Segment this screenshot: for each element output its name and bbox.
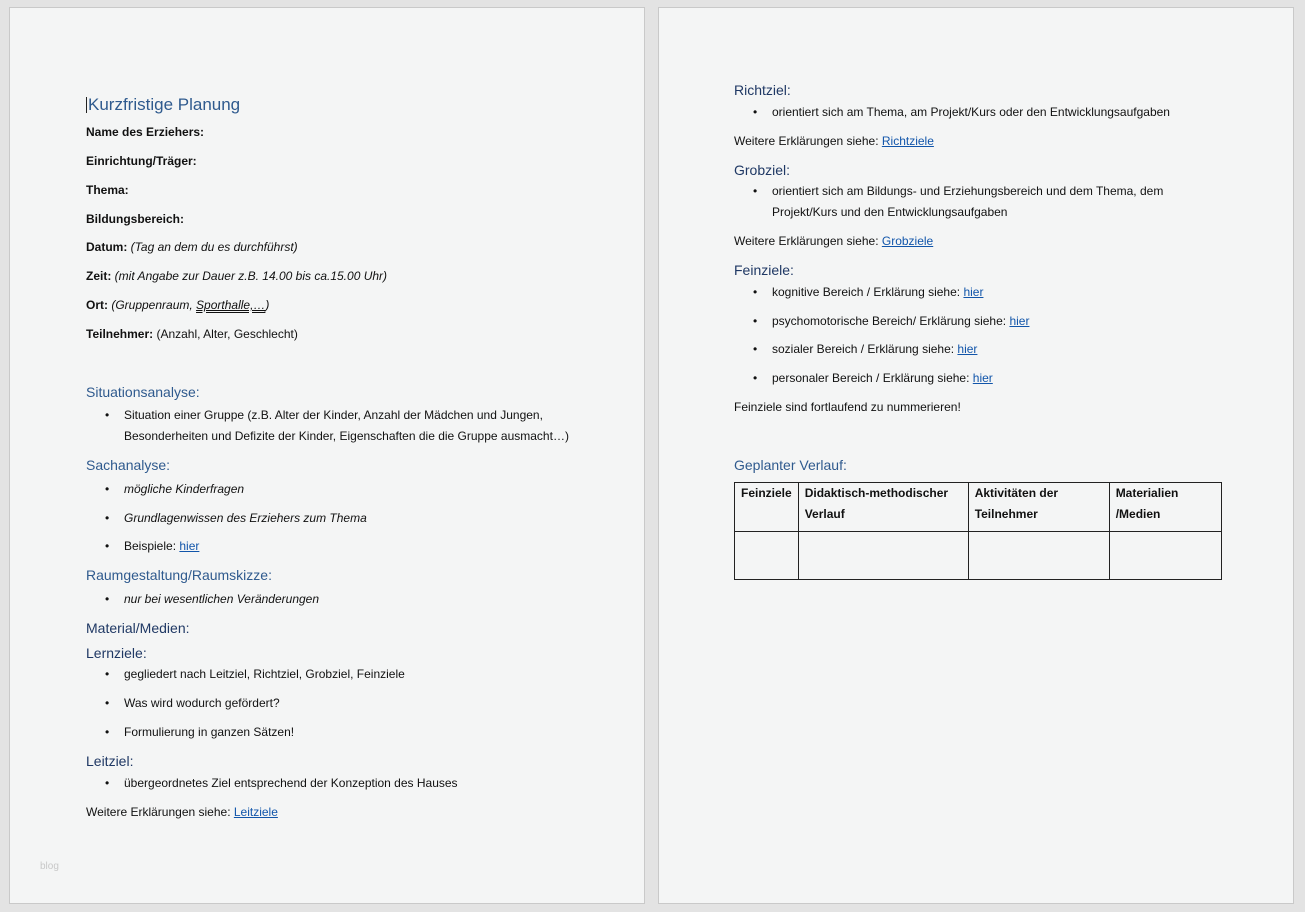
table-header-cell[interactable]: Didaktisch-methodischer Verlauf xyxy=(798,483,968,532)
more-info-richtziel: Weitere Erklärungen siehe: Richtziele xyxy=(734,134,934,148)
heading-richtziel: Richtziel: xyxy=(734,82,791,98)
field-zeit[interactable] xyxy=(86,266,387,287)
field-hint-underlined: Sporthalle,… xyxy=(196,298,266,312)
heading-lernziele: Lernziele: xyxy=(86,645,147,661)
link-sozial-hier[interactable]: hier xyxy=(957,342,978,356)
heading-situationsanalyse: Situationsanalyse: xyxy=(86,384,200,400)
bullet-icon: • xyxy=(105,667,110,681)
verlauf-table xyxy=(734,482,1222,580)
bullet-icon: • xyxy=(105,408,110,422)
field-bildungsbereich[interactable] xyxy=(86,209,184,230)
bullet-icon: • xyxy=(105,696,110,710)
watermark: blog xyxy=(40,861,59,872)
table-cell[interactable] xyxy=(1109,532,1221,580)
field-hint: ) xyxy=(265,298,270,312)
link-kognitiv-hier[interactable]: hier xyxy=(963,285,984,299)
document-page-1: Kurzfristige Planung Name des Erziehers: Einrichtung/Träger: Thema: Bildungsbereich: Datum: (Tag an dem du es durchführst) Zeit: (mit Angabe zur Dauer z.B. 14.00 bis ca.15.00 Uhr) Ort: (Gruppenraum, Sporthalle,…) Teilnehmer: (Anzahl, Alter, Geschlecht) Situationsanalyse: • Situation einer Gruppe (z.B. Alter der Kinder, Anzahl der Mädchen und Jungen, Besonderheiten und Defizite der Kinder, Eigenschaften die die Gruppe ausmacht…) Sachanalyse: • mögliche Kinderfragen • Grundlagenwissen des Erziehers zum Thema • Beispiele: hier Raumgestaltung/Raumskizze: • nur bei wesentlichen Veränderungen Material/Medien: Lernziele: • gegliedert nach Leitziel, Richtziel, Grobziel, Feinziele • Was wird wodurch gefördert? • Formulierung in ganzen Sätzen! Leitziel: • übergeordnetes Ziel entsprechend der Konzeption des Hauses Weitere Erklärungen siehe: Leitziele blog xyxy=(9,7,645,904)
bullet-icon: • xyxy=(753,371,758,385)
link-psychomotorisch-hier[interactable]: hier xyxy=(1009,314,1030,328)
field-teilnehmer[interactable] xyxy=(86,324,298,345)
table-cell[interactable] xyxy=(968,532,1109,580)
bullet-icon: • xyxy=(753,314,758,328)
bullet-icon: • xyxy=(753,342,758,356)
field-einrichtung[interactable] xyxy=(86,151,197,172)
bullet-icon: • xyxy=(105,592,110,606)
field-label: Bildungsbereich: xyxy=(86,212,185,226)
bullet-icon: • xyxy=(105,511,110,525)
heading-grobziel: Grobziel: xyxy=(734,162,791,178)
heading-sachanalyse: Sachanalyse: xyxy=(86,457,171,473)
more-info-leitziel: Weitere Erklärungen siehe: Leitziele xyxy=(86,805,278,819)
field-label: Datum: xyxy=(86,240,128,254)
field-hint: (Tag an dem du es durchführst) xyxy=(127,240,298,254)
bullet-icon: • xyxy=(105,539,110,553)
field-hint: (mit Angabe zur Dauer z.B. 14.00 bis ca.15.00 Uhr) xyxy=(111,269,388,283)
text-cursor xyxy=(86,97,87,113)
more-info-grobziel: Weitere Erklärungen siehe: Grobziele xyxy=(734,234,934,248)
heading-geplanter-verlauf: Geplanter Verlauf: xyxy=(734,457,847,473)
bullet-icon: • xyxy=(753,184,758,198)
link-richtziele[interactable]: Richtziele xyxy=(881,134,934,148)
link-grobziele[interactable]: Grobziele xyxy=(881,234,934,248)
table-cell[interactable] xyxy=(735,532,799,580)
field-label: Thema: xyxy=(86,183,129,197)
link-personal-hier[interactable]: hier xyxy=(972,371,993,385)
field-label: Ort: xyxy=(86,298,108,312)
field-datum[interactable] xyxy=(86,237,298,258)
bullet-icon: • xyxy=(753,285,758,299)
field-label: Einrichtung/Träger: xyxy=(86,154,197,168)
field-label: Zeit: xyxy=(86,269,112,283)
heading-leitziel: Leitziel: xyxy=(86,753,134,769)
field-label: Name des Erziehers: xyxy=(86,125,205,139)
field-erzieher[interactable] xyxy=(86,122,204,143)
table-header-cell[interactable]: Feinziele xyxy=(735,483,799,532)
table-header-cell[interactable]: Materialien /Medien xyxy=(1109,483,1221,532)
table-row xyxy=(735,532,1222,580)
heading-feinziele: Feinziele: xyxy=(734,262,794,278)
bullet-icon: • xyxy=(105,776,110,790)
field-hint: (Gruppenraum, xyxy=(108,298,197,312)
bullet-icon: • xyxy=(753,105,758,119)
bullet-icon: • xyxy=(105,482,110,496)
link-leitziele[interactable]: Leitziele xyxy=(233,805,278,819)
field-hint: (Anzahl, Alter, Geschlecht) xyxy=(153,327,298,341)
link-beispiele-hier[interactable]: hier xyxy=(179,539,200,553)
table-cell[interactable] xyxy=(798,532,968,580)
heading-material: Material/Medien: xyxy=(86,620,190,636)
heading-raumgestaltung: Raumgestaltung/Raumskizze: xyxy=(86,567,272,583)
document-title[interactable]: Kurzfristige Planung xyxy=(88,95,241,114)
field-thema[interactable] xyxy=(86,180,129,201)
field-label: Teilnehmer: xyxy=(86,327,154,341)
feinziele-note: Feinziele sind fortlaufend zu nummerieren! xyxy=(734,400,961,414)
field-ort[interactable] xyxy=(86,295,269,316)
table-header-row xyxy=(735,483,1222,532)
table-header-cell[interactable]: Aktivitäten der Teilnehmer xyxy=(968,483,1109,532)
document-page-2: Richtziel: • orientiert sich am Thema, am Projekt/Kurs oder den Entwicklungsaufgaben Weitere Erklärungen siehe: Richtziele Grobziel: • orientiert sich am Bildungs- und Erziehungsbereich und dem Thema, dem Projekt/Kurs und den Entwicklungsaufgaben Weitere Erklärungen siehe: Grobziele Feinziele: • kognitive Bereich / Erklärung siehe: hier • psychomotorische Bereich/ Erklärung siehe: hier • sozialer Bereich / Erklärung siehe: hier • personaler Bereich / Erklärung siehe: hier Feinziele sind fortlaufend zu nummerieren! Geplanter Verlauf: Feinziele Didaktisch-methodischer Verlauf Aktivitäten der Teilnehmer Materialien /Medien xyxy=(658,7,1294,904)
bullet-icon: • xyxy=(105,725,110,739)
